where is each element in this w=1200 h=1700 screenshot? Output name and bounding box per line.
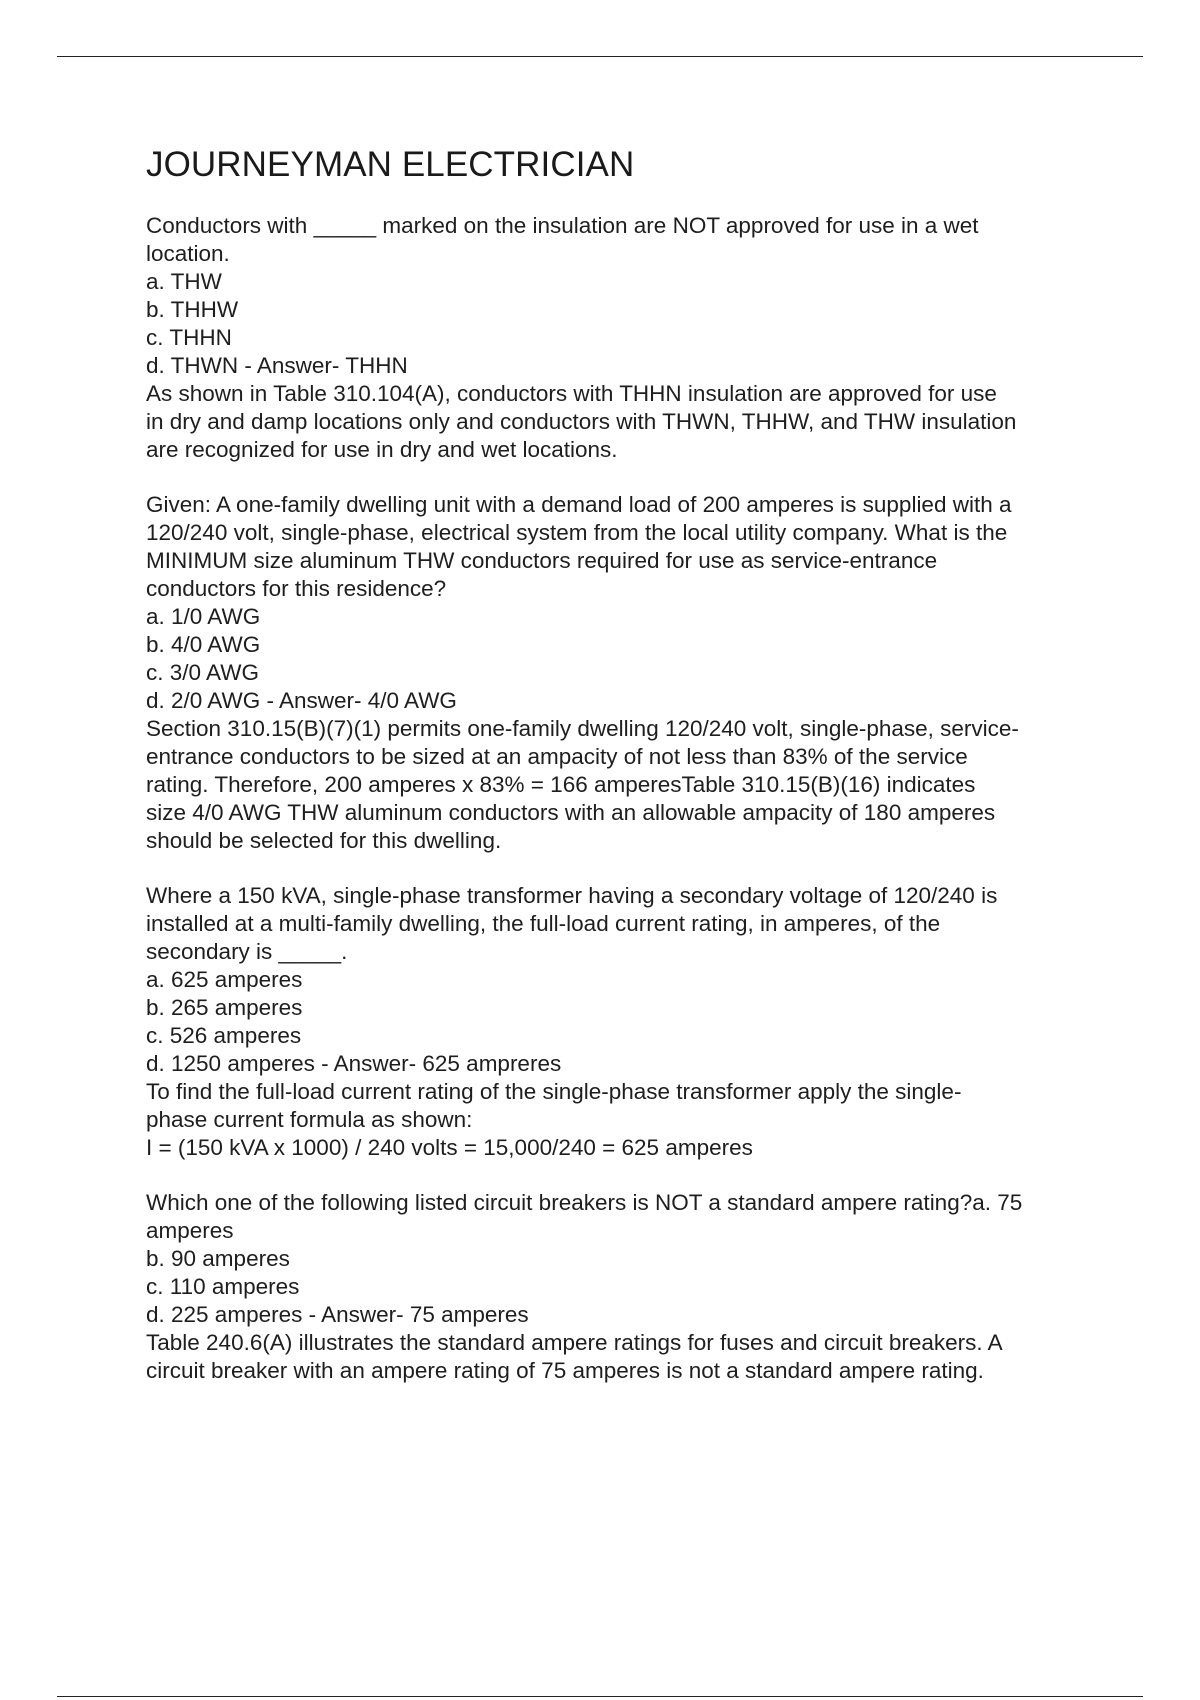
answer-option: c. 3/0 AWG bbox=[146, 660, 259, 685]
document-body bbox=[146, 144, 1096, 1412]
question-block bbox=[146, 491, 1096, 855]
explanation-line: Section 310.15(B)(7)(1) permits one-family dwelling 120/240 volt, single-phase, service- bbox=[146, 716, 1019, 741]
text-line: conductors for this residence? bbox=[146, 576, 447, 601]
answer-option: a. 625 amperes bbox=[146, 967, 303, 992]
question-block bbox=[146, 1189, 1096, 1385]
text-line: secondary is _____. bbox=[146, 939, 348, 964]
answer-option: b. 90 amperes bbox=[146, 1246, 290, 1271]
text-line: Conductors with _____ marked on the insulation are NOT approved for use in a wet bbox=[146, 213, 979, 238]
document-title: JOURNEYMAN ELECTRICIAN bbox=[146, 145, 635, 184]
explanation-line: circuit breaker with an ampere rating of 75 amperes is not a standard ampere rating. bbox=[146, 1358, 984, 1383]
answer-option: d. THWN - Answer- THHN bbox=[146, 353, 408, 378]
explanation-line: are recognized for use in dry and wet locations. bbox=[146, 437, 618, 462]
answer-option: d. 225 amperes - Answer- 75 amperes bbox=[146, 1302, 529, 1327]
text-line: Given: A one-family dwelling unit with a demand load of 200 amperes is supplied with a bbox=[146, 492, 1012, 517]
explanation-line: As shown in Table 310.104(A), conductors with THHN insulation are approved for use bbox=[146, 381, 997, 406]
explanation-line: entrance conductors to be sized at an ampacity of not less than 83% of the service bbox=[146, 744, 968, 769]
answer-option: b. 4/0 AWG bbox=[146, 632, 261, 657]
question-block bbox=[146, 212, 1096, 464]
explanation-line: in dry and damp locations only and conductors with THWN, THHW, and THW insulation bbox=[146, 409, 1017, 434]
explanation-line: Table 240.6(A) illustrates the standard ampere ratings for fuses and circuit breakers. A bbox=[146, 1330, 1003, 1355]
text-line: MINIMUM size aluminum THW conductors required for use as service-entrance bbox=[146, 548, 938, 573]
top-divider bbox=[57, 56, 1143, 57]
answer-option: d. 1250 amperes - Answer- 625 ampreres bbox=[146, 1051, 562, 1076]
explanation-line: rating. Therefore, 200 amperes x 83% = 166 amperesTable 310.15(B)(16) indicates bbox=[146, 772, 976, 797]
text-line: Which one of the following listed circuit breakers is NOT a standard ampere rating?a. 75 bbox=[146, 1190, 1023, 1215]
answer-option: a. 1/0 AWG bbox=[146, 604, 261, 629]
text-line: 120/240 volt, single-phase, electrical system from the local utility company. What is the bbox=[146, 520, 1008, 545]
answer-option: d. 2/0 AWG - Answer- 4/0 AWG bbox=[146, 688, 457, 713]
explanation-line: To find the full-load current rating of the single-phase transformer apply the single- bbox=[146, 1079, 962, 1104]
explanation-line: size 4/0 AWG THW aluminum conductors with an allowable ampacity of 180 amperes bbox=[146, 800, 996, 825]
answer-option: c. 526 amperes bbox=[146, 1023, 302, 1048]
answer-option: b. THHW bbox=[146, 297, 239, 322]
answer-option: b. 265 amperes bbox=[146, 995, 303, 1020]
explanation-line: should be selected for this dwelling. bbox=[146, 828, 502, 853]
answer-option: c. 110 amperes bbox=[146, 1274, 300, 1299]
text-line: Where a 150 kVA, single-phase transformer having a secondary voltage of 120/240 is bbox=[146, 883, 998, 908]
answer-option: a. THW bbox=[146, 269, 222, 294]
text-line: amperes bbox=[146, 1218, 234, 1243]
text-line: location. bbox=[146, 241, 230, 266]
text-line: installed at a multi-family dwelling, the full-load current rating, in amperes, of the bbox=[146, 911, 941, 936]
explanation-line: phase current formula as shown: bbox=[146, 1107, 473, 1132]
bottom-divider bbox=[57, 1696, 1143, 1697]
explanation-line: I = (150 kVA x 1000) / 240 volts = 15,000/240 = 625 amperes bbox=[146, 1135, 753, 1160]
answer-option: c. THHN bbox=[146, 325, 232, 350]
question-block bbox=[146, 882, 1096, 1162]
